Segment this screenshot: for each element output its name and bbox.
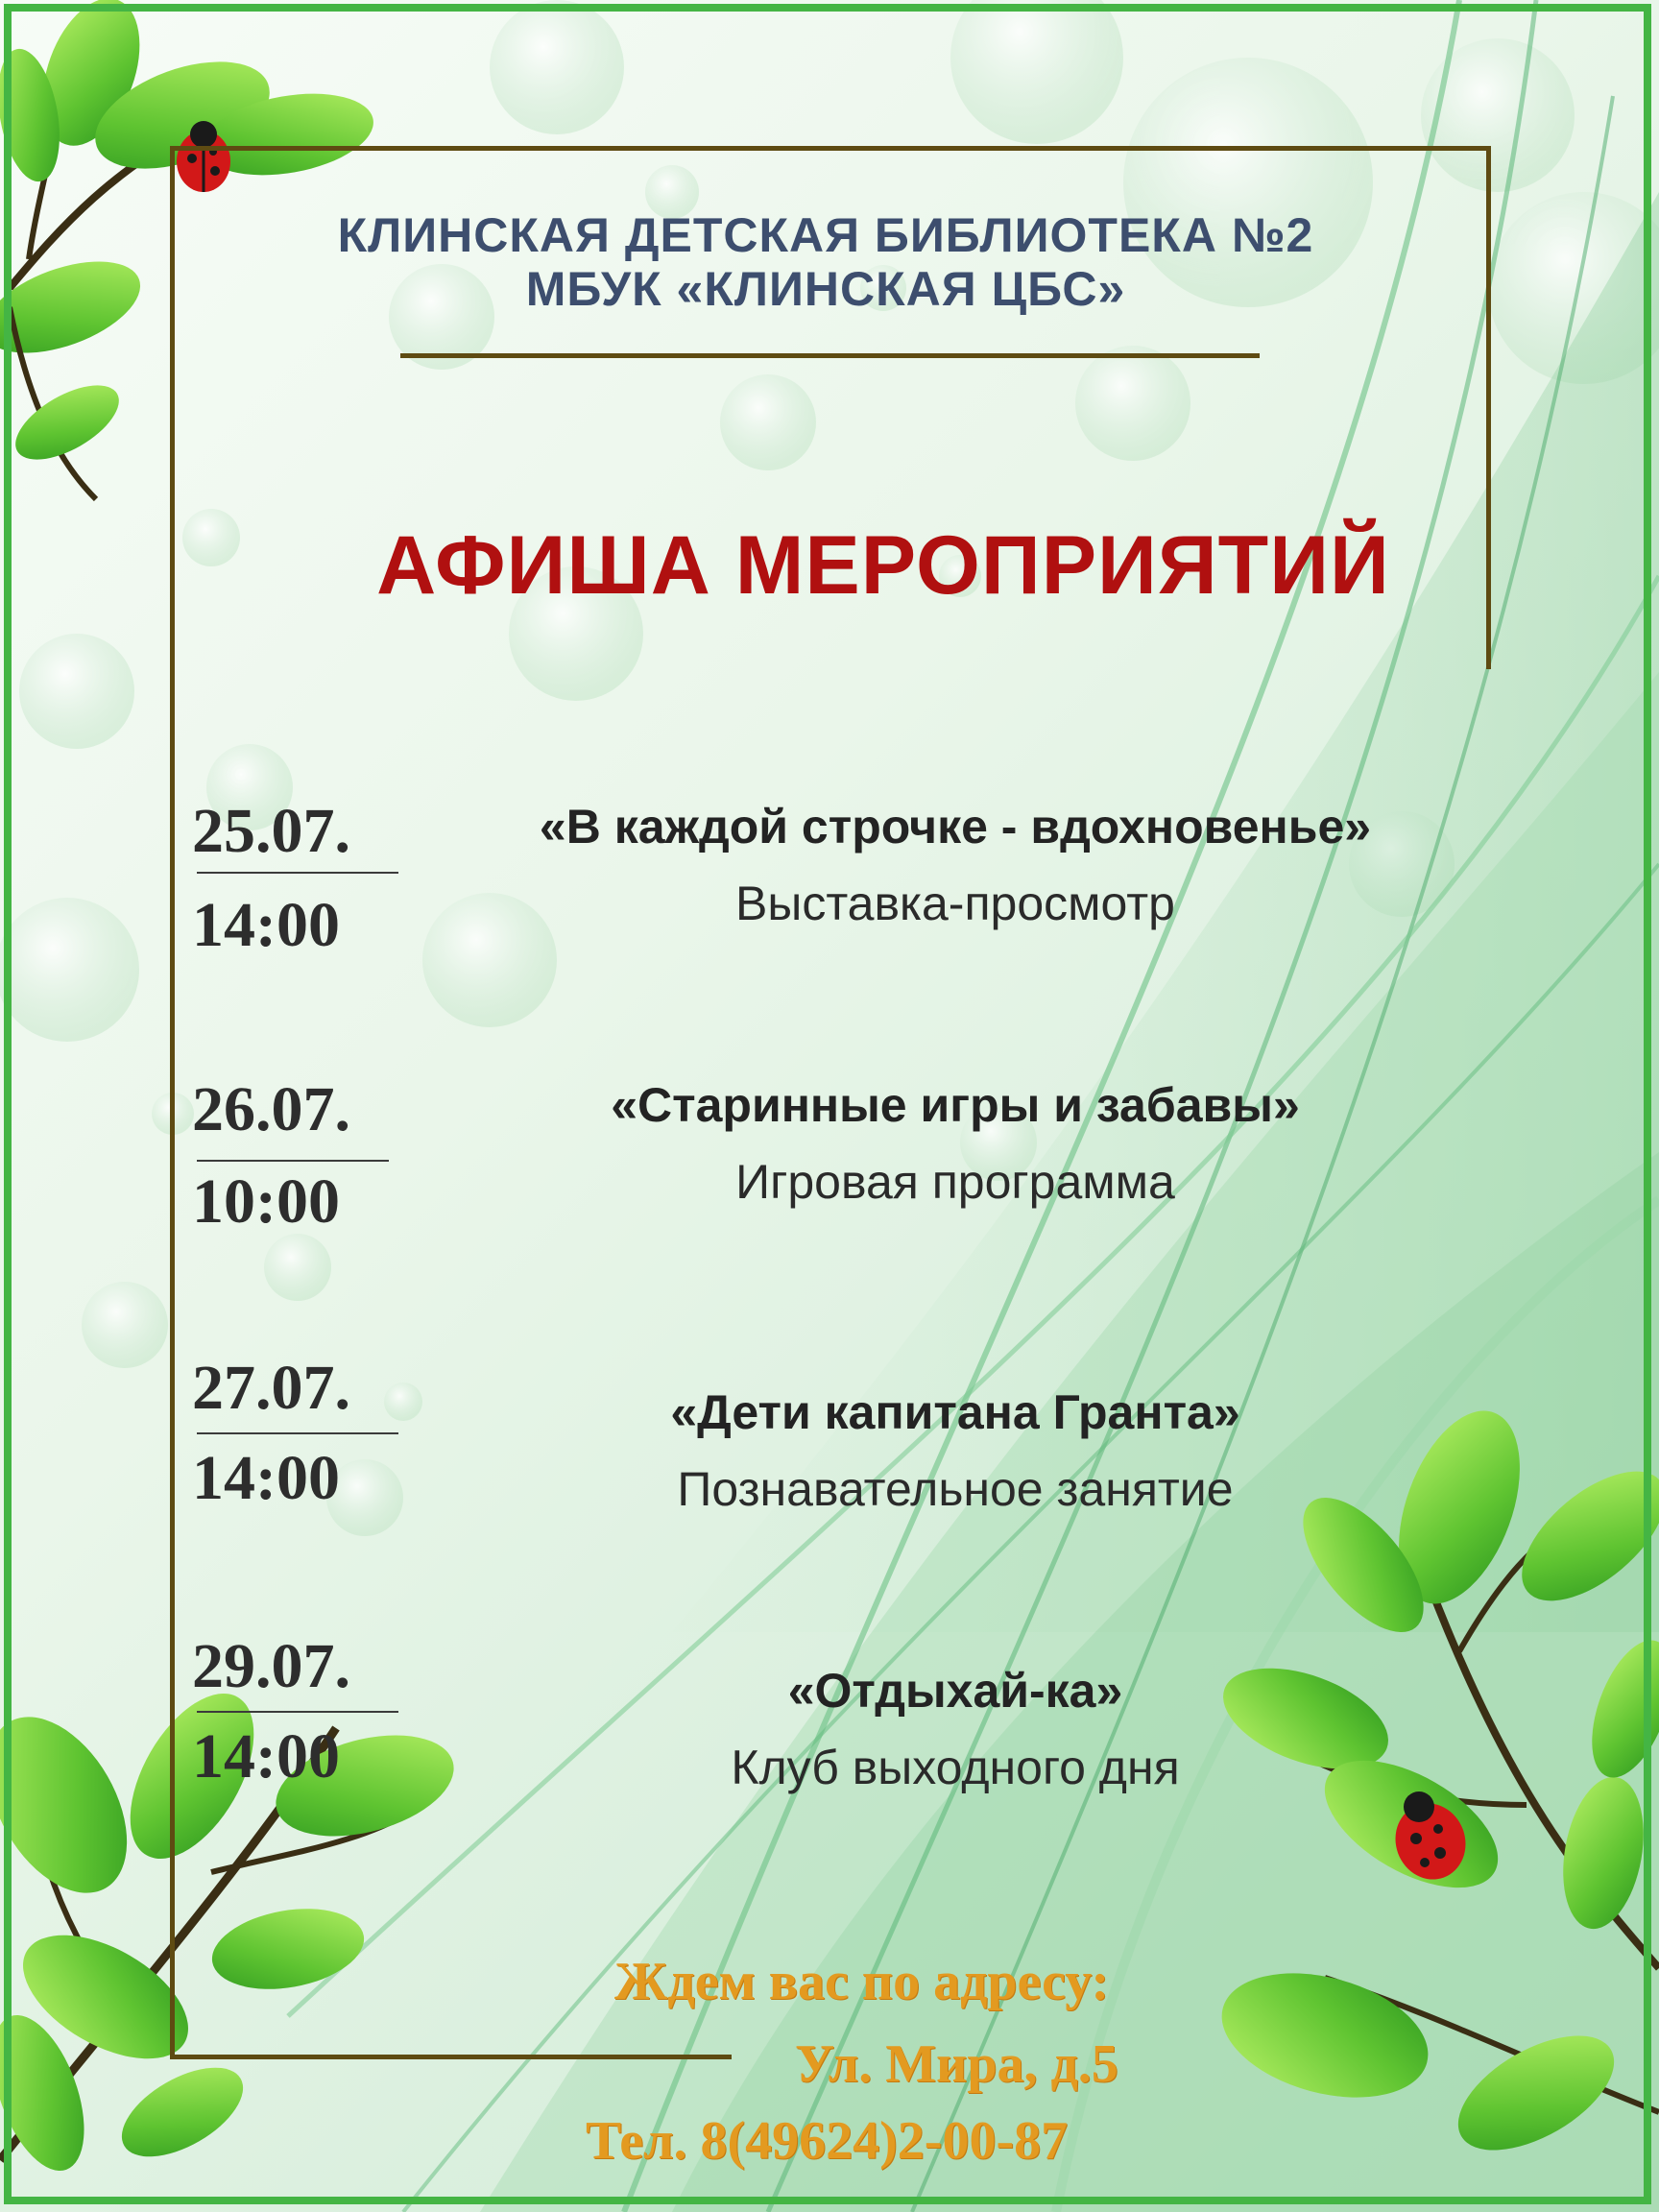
event-time: 10:00 [192,1166,340,1237]
frame-left-line [170,146,175,2056]
contact-invite: Ждем вас по адресу: [614,1952,1110,2011]
event-title: «Старинные игры и забавы» [611,1078,1300,1132]
event-type: Выставка-просмотр [735,877,1175,930]
event-date: 29.07. [192,1631,350,1701]
date-divider [197,1160,389,1162]
event-time: 14:00 [192,890,340,960]
org-name-line1: КЛИНСКАЯ ДЕТСКАЯ БИБЛИОТЕКА №2 [337,208,1314,262]
date-divider [197,1432,398,1434]
date-divider [197,1711,398,1713]
page-title: АФИША МЕРОПРИЯТИЙ [376,519,1390,612]
event-date: 26.07. [192,1074,350,1144]
event-type: Познавательное занятие [677,1462,1234,1516]
event-time: 14:00 [192,1721,340,1791]
event-time: 14:00 [192,1443,340,1513]
event-title: «В каждой строчке - вдохновенье» [539,800,1372,854]
frame-bottom-line [170,2055,732,2059]
contact-phone: Тел. 8(49624)2-00-87 [586,2111,1069,2171]
event-type: Клуб выходного дня [731,1741,1180,1794]
event-title: «Отдыхай-ка» [787,1664,1123,1718]
contact-address: Ул. Мира, д.5 [795,2034,1118,2094]
org-name-line2: МБУК «КЛИНСКАЯ ЦБС» [525,262,1126,316]
header-divider [400,353,1260,358]
event-title: «Дети капитана Гранта» [670,1385,1240,1439]
date-divider [197,872,398,874]
frame-top-line [170,146,1491,151]
event-date: 25.07. [192,796,350,866]
event-type: Игровая программа [735,1155,1175,1209]
event-date: 27.07. [192,1353,350,1423]
